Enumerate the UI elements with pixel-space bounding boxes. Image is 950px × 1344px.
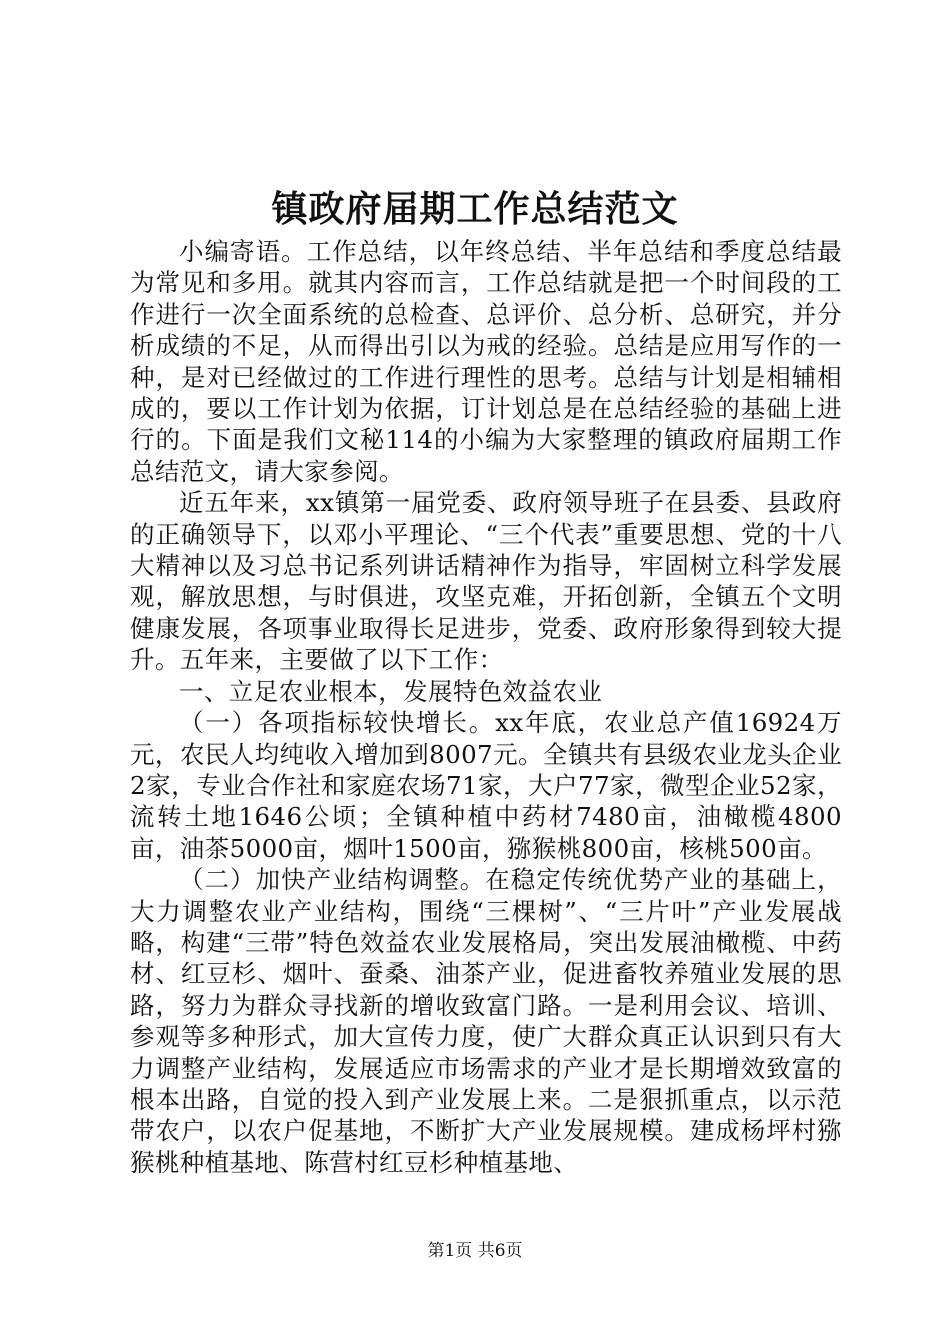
- page-title: 镇政府届期工作总结范文: [271, 188, 679, 230]
- section-heading: 一、立足农业根本，发展特色效益农业: [179, 676, 603, 706]
- document-body: [130, 236, 842, 1178]
- page-footer: 第1页 共6页: [427, 1241, 523, 1261]
- paragraph-indicators: （一）各项指标较快增长。xx年底，农业总产值16924万元，农民人均纯收入增加到8007元。全镇共有县级农业龙头企业2家，专业合作社和家庭农场71家，大户77家，微型企业52家，流转土地1646公顷；全镇种植中药材7480亩，油橄榄4800亩，油茶5000亩，烟叶1500亩，猕猴桃800亩，核桃500亩。: [130, 708, 842, 863]
- paragraph-overview: 近五年来，xx镇第一届党委、政府领导班子在县委、县政府的正确领导下，以邓小平理论、“三个代表”重要思想、党的十八大精神以及习总书记系列讲话精神作为指导，牢固树立科学发展观，解放思想，与时俱进，攻坚克难，开拓创新，全镇五个文明健康发展，各项事业取得长足进步，党委、政府形象得到较大提升。五年来，主要做了以下工作：: [130, 488, 842, 675]
- paragraph-restructure: （二）加快产业结构调整。在稳定传统优势产业的基础上，大力调整农业产业结构，围绕“三棵树”、“三片叶”产业发展战略，构建“三带”特色效益农业发展格局，突出发展油橄榄、中药材、红豆杉、烟叶、蚕桑、油茶产业，促进畜牧养殖业发展的思路，努力为群众寻找新的增收致富门路。一是利用会议、培训、参观等多种形式，加大宣传力度，使广大群众真正认识到只有大力调整产业结构，发展适应市场需求的产业才是长期增效致富的根本出路，自觉的投入到产业发展上来。二是狠抓重点，以示范带农户，以农户促基地，不断扩大产业发展规模。建成杨坪村猕猴桃种植基地、陈营村红豆杉种植基地、: [130, 865, 842, 1177]
- paragraph-intro: 小编寄语。工作总结，以年终总结、半年总结和季度总结最为常见和多用。就其内容而言，工作总结就是把一个时间段的工作进行一次全面系统的总检查、总评价、总分析、总研究，并分析成绩的不足，从而得出引以为戒的经验。总结是应用写作的一种，是对已经做过的工作进行理性的思考。总结与计划是相辅相成的，要以工作计划为依据，订计划总是在总结经验的基础上进行的。下面是我们文秘114的小编为大家整理的镇政府届期工作总结范文，请大家参阅。: [130, 237, 842, 486]
